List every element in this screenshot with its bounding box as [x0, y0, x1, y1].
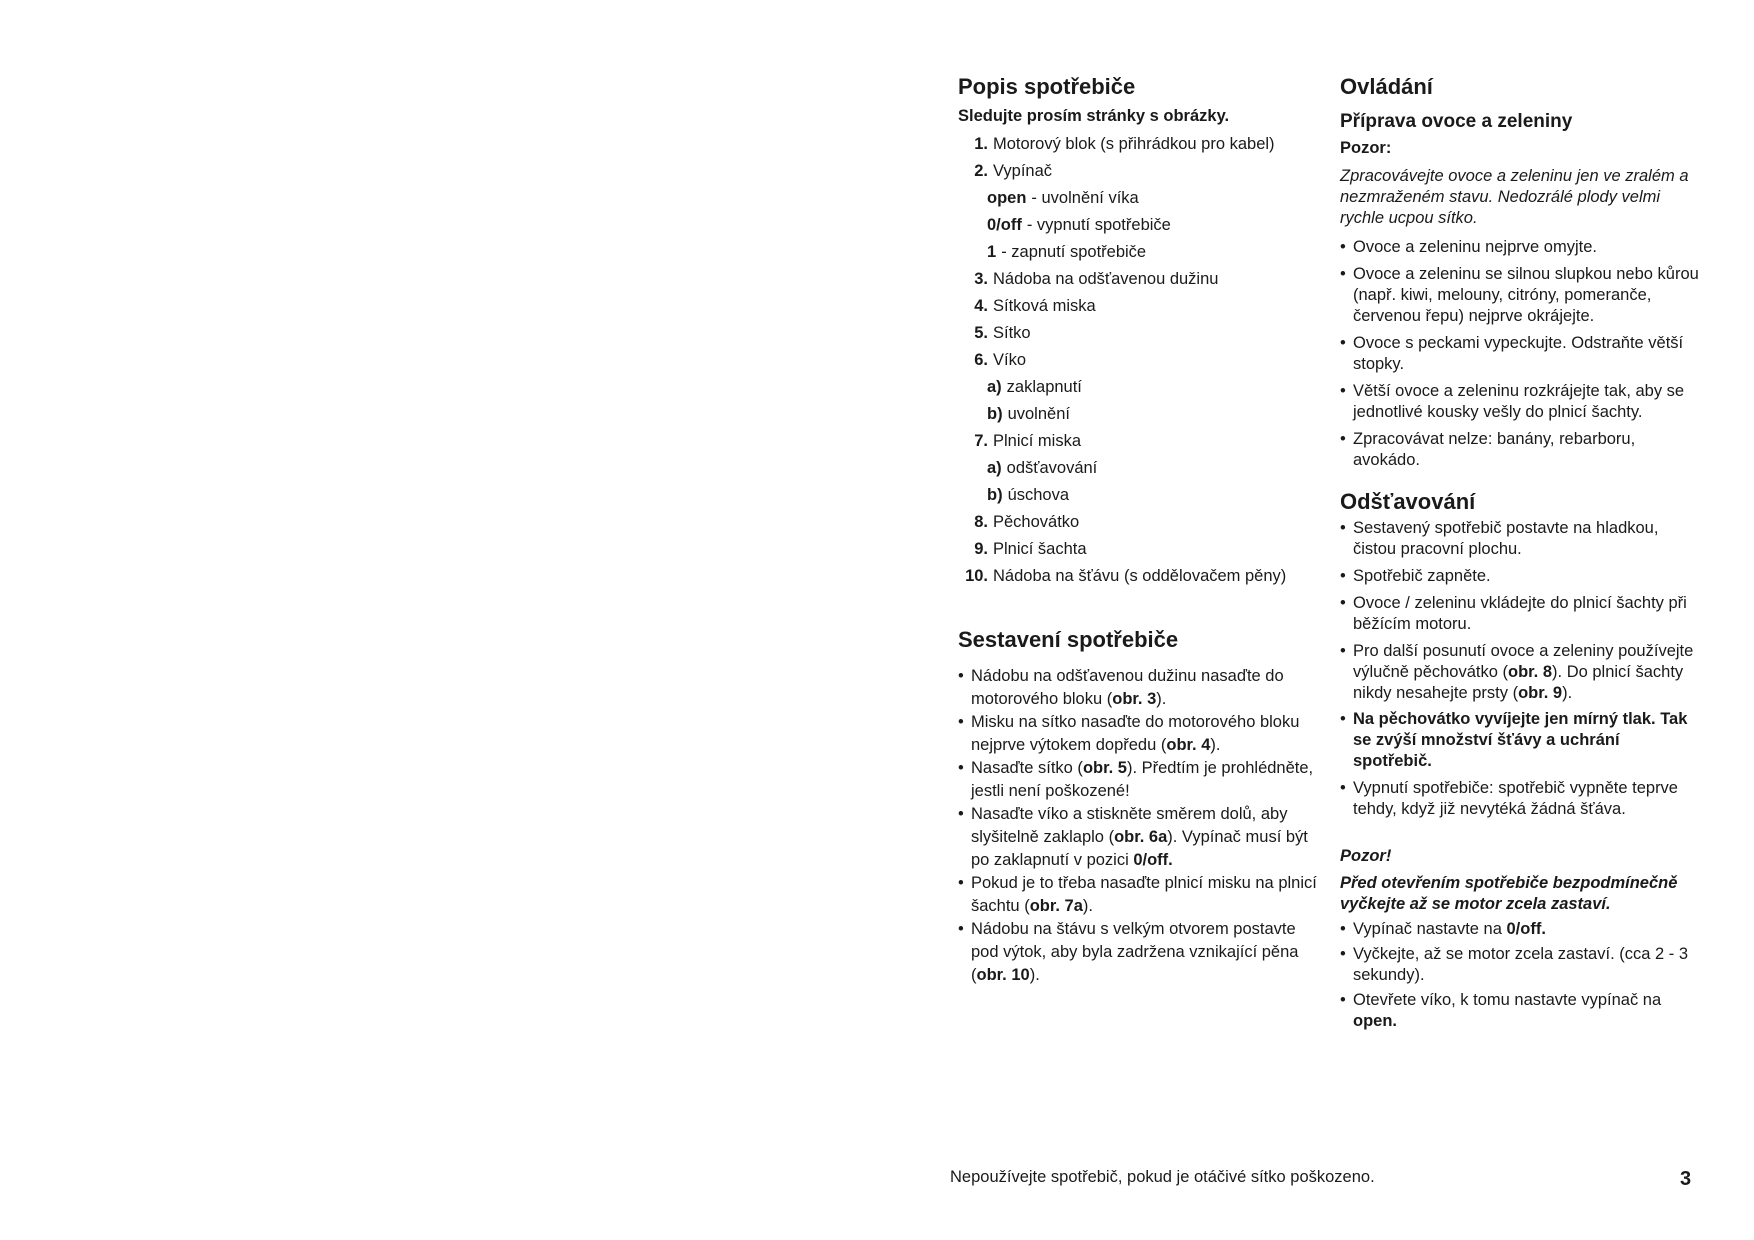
- list-item: • Pokud je to třeba nasaďte plnicí misku na plnicí šachtu (obr. 7a).: [958, 872, 1318, 918]
- list-item: • Nasaďte sítko (obr. 5). Předtím je prohlédněte, jestli není poškozené!: [958, 757, 1318, 803]
- part-item: 4. Sítková miska: [974, 297, 1096, 316]
- part-item: 8. Pěchovátko: [974, 513, 1080, 532]
- list-item: • Pro další posunutí ovoce a zeleniny používejte výlučně pěchovátko (obr. 8). Do plnicí šachty nikdy nesahejte prsty (obr. 9).: [1340, 641, 1700, 704]
- part-subitem: b) uvolnění: [987, 405, 1070, 424]
- part-subitem: a) odšťavování: [987, 459, 1098, 478]
- part-item: 3. Nádoba na odšťavenou dužinu: [974, 270, 1219, 289]
- juicing-list: [1340, 518, 1700, 820]
- part-item: 10. Nádoba na šťávu (s oddělovačem pěny): [965, 567, 1287, 586]
- list-item: • Větší ovoce a zeleninu rozkrájejte tak, aby se jednotlivé kousky vešly do plnicí šachty.: [1340, 381, 1700, 423]
- list-item: • Ovoce / zeleninu vkládejte do plnicí šachty při běžícím motoru.: [1340, 593, 1700, 635]
- right-column: [1340, 74, 1700, 1032]
- caution-text: Před otevřením spotřebiče bezpodmínečně vyčkejte až se motor zcela zastaví.: [1340, 874, 1678, 914]
- part-subitem: 1 - zapnutí spotřebiče: [987, 243, 1147, 262]
- preparation-title: Příprava ovoce a zeleniny: [1340, 111, 1573, 133]
- list-item: • Vypínač nastavte na 0/off.: [1340, 919, 1700, 940]
- description-subtitle: Sledujte prosím stránky s obrázky.: [958, 107, 1230, 126]
- part-item: 6. Víko: [974, 351, 1027, 370]
- description-title: Popis spotřebiče: [958, 74, 1136, 99]
- juicing-title: Odšťavování: [1340, 488, 1476, 514]
- part-subitem: b) úschova: [987, 486, 1070, 505]
- list-item: • Na pěchovátko vyvíjejte jen mírný tlak. Tak se zvýší množství šťávy a uchrání spotřebič.: [1340, 709, 1700, 772]
- part-subitem: 0/off - vypnutí spotřebiče: [987, 216, 1171, 235]
- list-item: • Nádobu na štávu s velkým otvorem postavte pod výtok, aby byla zadržena vznikající pěna (obr. 10).: [958, 918, 1318, 987]
- preparation-warning-text: Zpracovávejte ovoce a zeleninu jen ve zralém a nezmraženém stavu. Nedozrálé plody velmi rychle ucpou sítko.: [1340, 167, 1689, 228]
- part-item: 7. Plnicí miska: [974, 432, 1082, 451]
- part-item: 1. Motorový blok (s přihrádkou pro kabel): [974, 135, 1275, 154]
- preparation-list: [1340, 237, 1700, 471]
- list-item: • Spotřebič zapněte.: [1340, 566, 1700, 587]
- operation-title: Ovládání: [1340, 74, 1433, 99]
- part-subitem: open - uvolnění víka: [987, 189, 1139, 208]
- footer-note: Nepoužívejte spotřebič, pokud je otáčivé sítko poškozeno.: [950, 1168, 1375, 1186]
- part-item: 2. Vypínač: [974, 162, 1053, 181]
- list-item: • Vyčkejte, až se motor zcela zastaví. (cca 2 - 3 sekundy).: [1340, 944, 1700, 986]
- list-item: • Otevřete víko, k tomu nastavte vypínač na open.: [1340, 990, 1700, 1032]
- part-subitem: a) zaklapnutí: [987, 378, 1082, 397]
- list-item: • Misku na sítko nasaďte do motorového bloku nejprve výtokem dopředu (obr. 4).: [958, 711, 1318, 757]
- preparation-warning-label: Pozor:: [1340, 139, 1392, 158]
- parts-list: [958, 131, 1318, 590]
- list-item: • Ovoce a zeleninu nejprve omyjte.: [1340, 237, 1700, 258]
- left-column: [958, 74, 1318, 987]
- list-item: • Nádobu na odšťavenou dužinu nasaďte do motorového bloku (obr. 3).: [958, 665, 1318, 711]
- part-item: 5. Sítko: [974, 324, 1031, 343]
- list-item: • Ovoce s peckami vypeckujte. Odstraňte větší stopky.: [1340, 333, 1700, 375]
- part-item: 9. Plnicí šachta: [974, 540, 1087, 559]
- list-item: • Ovoce a zeleninu se silnou slupkou nebo kůrou (např. kiwi, melouny, citróny, pomeranče, červenou řepu) nejprve okrájejte.: [1340, 264, 1700, 327]
- list-item: • Sestavený spotřebič postavte na hladkou, čistou pracovní plochu.: [1340, 518, 1700, 560]
- caution-list: [1340, 919, 1700, 1032]
- page-number: 3: [1680, 1168, 1692, 1190]
- assembly-list: [958, 665, 1318, 987]
- list-item: • Nasaďte víko a stiskněte směrem dolů, aby slyšitelně zaklaplo (obr. 6a). Vypínač musí být po zaklapnutí v pozici 0/off.: [958, 803, 1318, 872]
- caution-label: Pozor!: [1340, 847, 1392, 866]
- list-item: • Zpracovávat nelze: banány, rebarboru, avokádo.: [1340, 429, 1700, 471]
- assembly-title: Sestavení spotřebiče: [958, 627, 1179, 653]
- list-item: • Vypnutí spotřebiče: spotřebič vypněte teprve tehdy, když již nevytéká žádná šťáva.: [1340, 778, 1700, 820]
